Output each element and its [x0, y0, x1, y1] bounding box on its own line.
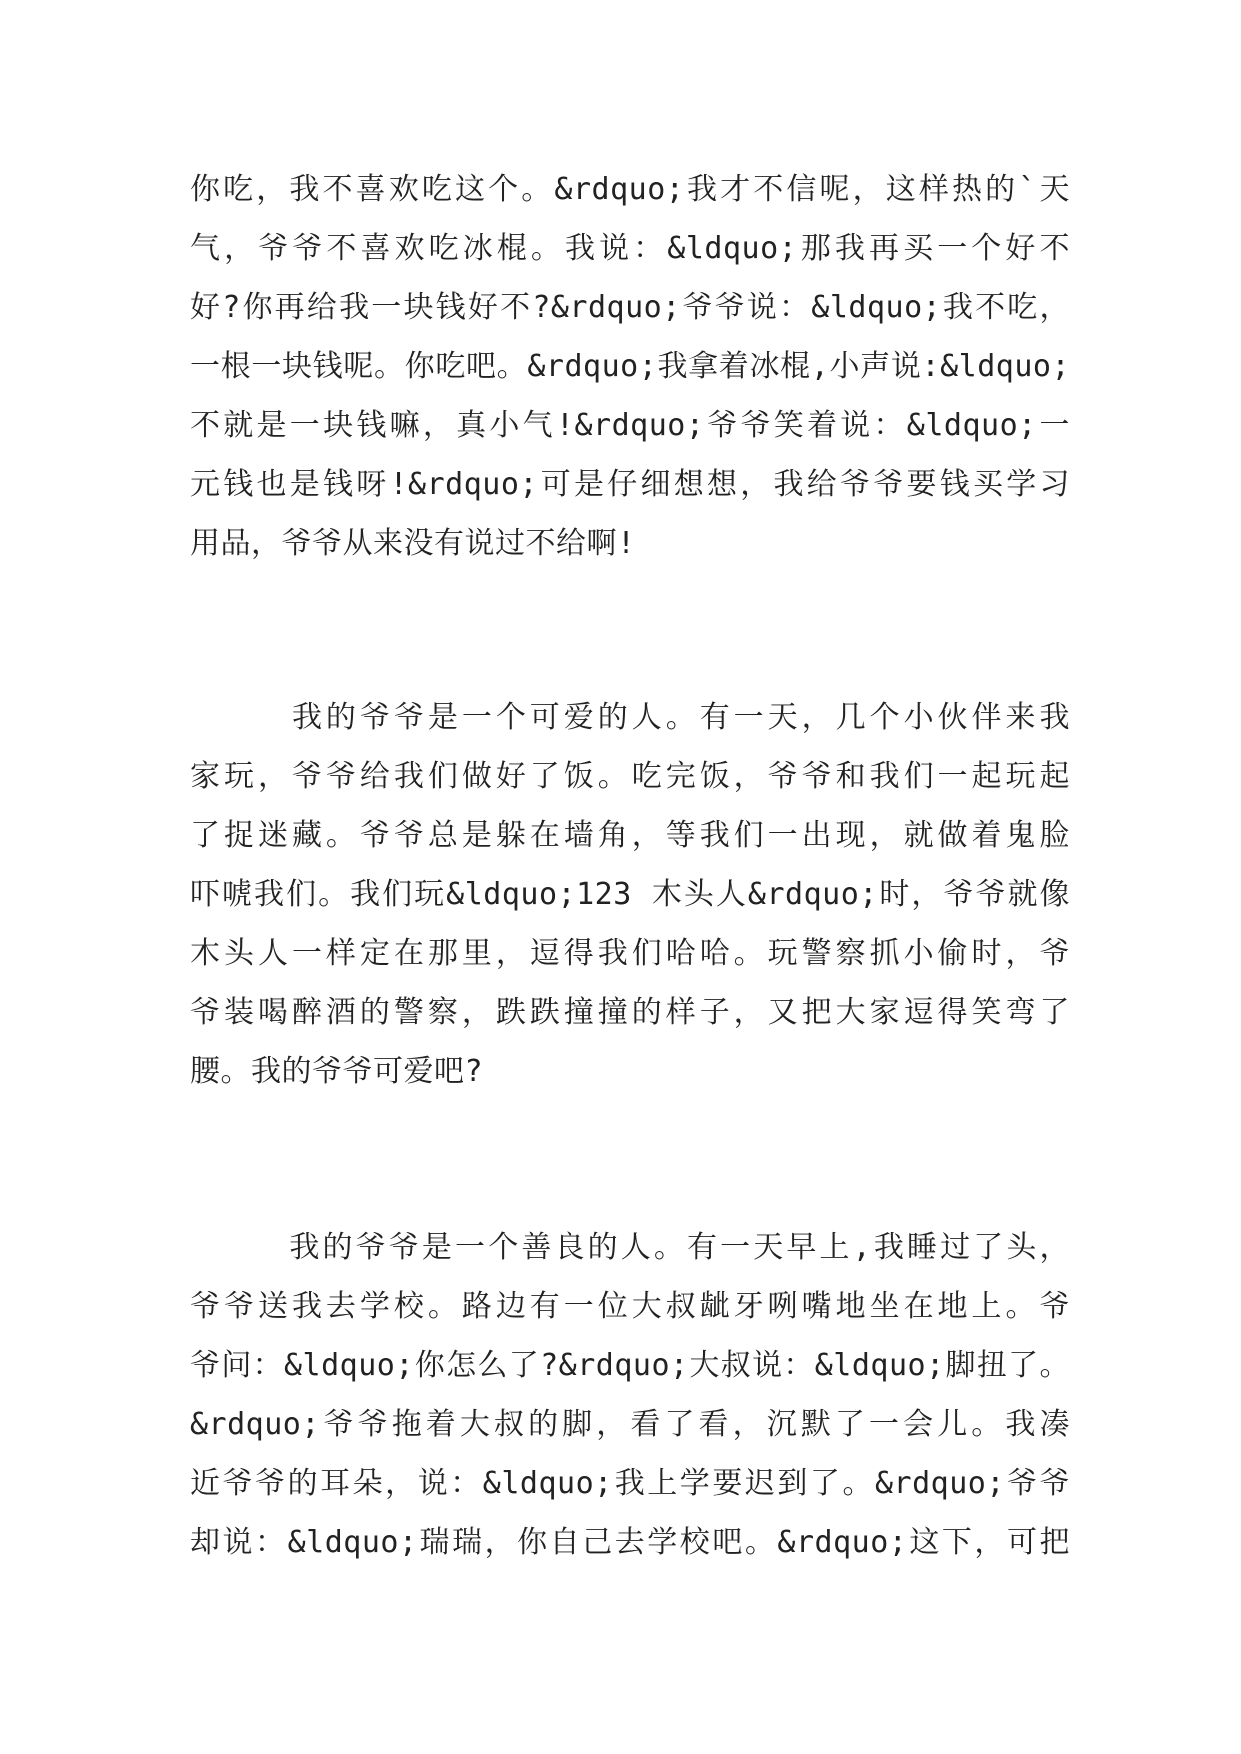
text-line: 我的爷爷是一个可爱的人。有一天，几个小伙伴来我 [190, 700, 1070, 735]
paragraph-2 [190, 688, 1070, 1101]
text-line: 不就是一块钱嘛，真小气!&rdquo;爷爷笑着说：&ldquo;一 [190, 408, 1070, 443]
text-line: 一根一块钱呢。你吃吧。&rdquo;我拿着冰棍,小声说:&ldquo; [190, 349, 1070, 384]
text-line: 你吃，我不喜欢吃这个。&rdquo;我才不信呢，这样热的`天 [190, 172, 1070, 207]
text-line: 家玩，爷爷给我们做好了饭。吃完饭，爷爷和我们一起玩起 [190, 759, 1070, 794]
text-line: 爷问：&ldquo;你怎么了?&rdquo;大叔说：&ldquo;脚扭了。 [190, 1348, 1070, 1383]
text-line: &rdquo;爷爷拖着大叔的脚，看了看，沉默了一会儿。我凑 [190, 1407, 1070, 1442]
paragraph-3 [190, 1218, 1070, 1572]
text-line: 了捉迷藏。爷爷总是躲在墙角，等我们一出现，就做着鬼脸 [190, 818, 1070, 853]
text-line: 我的爷爷是一个善良的人。有一天早上,我睡过了头， [190, 1230, 1070, 1265]
paragraph-1 [190, 160, 1070, 573]
text-line: 爷爷送我去学校。路边有一位大叔龇牙咧嘴地坐在地上。爷 [190, 1289, 1070, 1324]
text-line: 吓唬我们。我们玩&ldquo;123 木头人&rdquo;时，爷爷就像 [190, 877, 1070, 912]
text-line: 腰。我的爷爷可爱吧? [190, 1054, 484, 1089]
text-line: 元钱也是钱呀!&rdquo;可是仔细想想，我给爷爷要钱买学习 [190, 467, 1070, 502]
text-line: 气，爷爷不喜欢吃冰棍。我说：&ldquo;那我再买一个好不 [190, 231, 1070, 266]
text-line: 却说：&ldquo;瑞瑞，你自己去学校吧。&rdquo;这下，可把 [190, 1525, 1070, 1560]
text-line: 木头人一样定在那里，逗得我们哈哈。玩警察抓小偷时，爷 [190, 936, 1070, 971]
text-line: 近爷爷的耳朵，说：&ldquo;我上学要迟到了。&rdquo;爷爷 [190, 1466, 1070, 1501]
text-line: 好?你再给我一块钱好不?&rdquo;爷爷说：&ldquo;我不吃， [190, 290, 1070, 325]
text-line: 爷装喝醉酒的警察，跌跌撞撞的样子，又把大家逗得笑弯了 [190, 995, 1070, 1030]
text-line: 用品，爷爷从来没有说过不给啊! [190, 526, 636, 561]
